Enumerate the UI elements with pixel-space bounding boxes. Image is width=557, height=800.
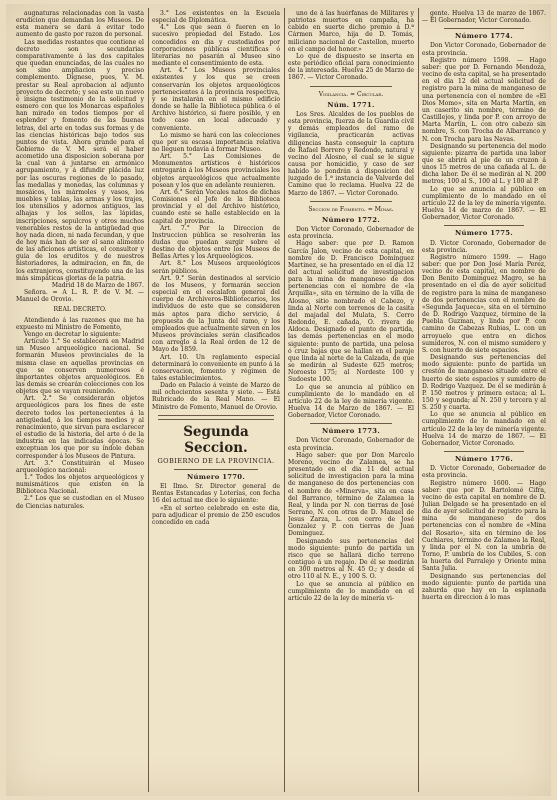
notice-number: Número 1770. [186, 472, 246, 481]
article: Artículo 1.° Se establecerá en Madrid un Museo arqueológico nacional. Se formarán Museos provinciales de la misma clase en aquellas provincias en que se conserven numerosos é importantes objetos arqueológicos. En las demás se crearán colecciones con los objetos que se vayan reuniendo. [16, 338, 144, 396]
notice-number: Número 1774. [454, 32, 514, 41]
column-4 [422, 10, 546, 790]
divider [310, 86, 392, 87]
article: Art. 3.° Constituirán el Museo arqueológico nacional: [16, 459, 144, 474]
section-heading: Seccion de Fomento. = Minas. [308, 205, 394, 213]
paragraph: Lo que se anuncia al público en cumplimiento de lo mandado en el artículo 22 de la ley de minería vi- [288, 580, 414, 602]
divider [174, 469, 258, 470]
paragraph: Don Victor Coronado, Gobernador de esta provincia. [288, 437, 414, 452]
paragraph: Designando sus pertenencias del modo siguiente: punto de partida una zahurda que hay en la esplanada huerta en direccion á lo mas [422, 572, 546, 602]
column-2 [152, 10, 280, 790]
section-heading: Vigilancia. = Circular. [318, 90, 384, 98]
paragraph: Lo que de dispuesto se inserta en este periódico oficial para conocimiento de la interesada. Huelva 25 de Marzo de 1867. — Victor Coronado. [288, 52, 414, 82]
article: Art. 6.° Serán Vocales natos de dichas Comisiones el Jefe de la Biblioteca provincial y el del Archivo histórico, cuando este se halle establecido en la capital de provincia. [152, 188, 280, 225]
notice-number: Número 1773. [321, 427, 381, 436]
paragraph: augnaturas relacionadas con la vasta erudicion que demandan los Museos. De esta manera se dará á evitar todo aumento de gasto por razon de personal. [16, 10, 144, 39]
column-3 [288, 10, 414, 790]
article: Art. 8.° Los Museos arqueológicos serán públicos. [152, 260, 280, 275]
column-divider [148, 8, 149, 792]
notice-number: Número 1775. [454, 229, 514, 238]
paragraph: D. Victor Coronado, Gobernador de esta provincia. [422, 465, 546, 480]
paragraph: Don Victor Coronado, Gobernador de esta provincia. [422, 42, 546, 57]
paragraph: Designando su pertenencia del modo siguiente: pizarra de partida una labor que se abrirá al pie de un cruzon á unos 15 metros de una cañada al L. de dicha labor. De él se medirán al N. 200 metros; 100 al S., 100 al L. y 100 al P. [422, 142, 546, 186]
paragraph: Los Sres. Alcaldes de los pueblos de esta provincia, fuerza de la Guardia civil y demás empleados del ramo de vigilancia, practicarán activas diligencias hasta conseguir la captura de Rafael Borrero y Redondo, natural y vecino del Alosno, el cual se le sigue causa por homicidio, y caso de ser habido lo pondrán á disposicion del juzgado de 1.ª instancia de Valverde del Camino que lo reclama. Huelva 22 de Marzo de 1867. — Victor Coronado. [288, 110, 414, 197]
section-masthead: Segunda Seccion. [183, 423, 249, 456]
article-item: 2.° Los que se custodian en el Museo de Ciencias naturales. [16, 495, 144, 510]
article: Art. 5.° Las Comisiones de Monumentos artísticos é históricos entregarán á los Museos provinciales los objetos arqueológicos que actualmente posean y los que en adelante reunieren. [152, 153, 280, 189]
article: Art. 9.° Serán destinados al servicio de los Museos, y formarán seccion especial en el escalafon general del cuerpo de Archiveros-Bibliotecarios, los individuos de este que se consideren más aptos para dicho servicio, á propuesta de la Junta del ramo, y los empleados que actualmente sirven en los Museos provinciales serán clasificados con arreglo á la Real órden de 12 de Mayo de 1859. [152, 274, 280, 354]
date-line: Madrid 18 de Marzo de 1867. [51, 281, 144, 289]
paragraph: Hago saber: que por Don Marcelo Moreno, vecino de Zalamea, se ha presentado en el dia 11 del actual solicitud de investigacion para la mina de manganeso de dos pertenencias con el nombre de «Minerva», sita en casa del Barranco, término de Zalamea la Real, y linda por N. con tierras de José Serrano, N. con otras de D. Manuel de Jesus Zarza, L. con cerro de José Gonzalez y P. con tierras de Juan Dominguez. [288, 451, 414, 538]
paragraph: Registro número 1598. — Hago saber: que por D. Fernando Mendoza, vecino de esta capital, se ha presentado en el dia 12 del actual solicitud de registro para la mina de manganeso de una pertenencia con el nombre de «El Dios Momo», sita en Marta Martín, en un caserito sin nombre, término de Castillejos, y linda por P. con arroyo de Marta Martín, L. con otro cabezo sin nombre, S. con Trocha de Albarranco y N. con Trocha para las Navas. [422, 56, 546, 143]
paragraph: Vengo en decretar lo siguiente: [24, 330, 121, 338]
paragraph: Lo que se anuncia al público en cumplimiento de lo mandado en el artículo 22 de la ley de minería vigente. Huelva 14 de marzo de 1867. — El Gobernador, Victor Coronado. [422, 185, 546, 222]
divider [310, 201, 392, 202]
article: Art. 4.° Los Museos provinciales existentes y los que se creen conservarán los objetos arqueológicos pertenecientes á la provincia respectiva, y se instalarán en el mismo edificio donde se halle la Biblioteca pública ó el Archivo histórico, si fuere posible, y en todo caso en local adecuado y conveniente. [152, 67, 280, 132]
paragraph: D. Victor Coronado, Gobernador de esta provincia. [422, 239, 546, 254]
paragraph: El Ilmo. Sr. Director general de Rentas Estancadas y Loterías, con fecha 16 del actual me dice lo siguiente: [152, 483, 280, 505]
paragraph: Lo que se anuncia al público en cumplimiento de lo mandado en el artículo 22 de la ley de minería vigente. Huelva 14 de marzo de 1867. — El Gobernador, Victor Coronado. [422, 411, 546, 447]
closing-signature: Señora. = A L. R. P. de V. M. — Manuel de Orovio. [16, 289, 144, 304]
article: Art. 7.° Por la Direccion de Instruccion pública se resolverán las dudas que puedan surgir sobre el destino de objetos entre los Museos de Bellas Artes y los Arqueológicos. [152, 224, 280, 261]
divider [444, 451, 524, 452]
paragraph: uno de á las huérfanas de Militares y patriotas muertos en campaña, ha cabido en suerte dicho premio á D.ª Cármen Marco, hija de D. Tomás, miliciano nacional de Castellon, muerto en el campo del honor.» [288, 10, 414, 53]
section-subheading: GOBIERNO DE LA PROVINCIA. [157, 456, 275, 465]
paragraph: Dado en Palacio á veinte de Marzo de mil ochocientos sesenta y siete. — Está Rubricado de la Real Mano. — El Ministro de Fomento, Manuel de Orovio. [152, 382, 280, 411]
double-rule [158, 415, 274, 420]
article-item: 4.° Los que sean ó fueren en lo sucesivo propiedad del Estado. Los concedidos en dia y custodiados por corporaciones públicas científicas ó literarias no pasarán al Museo sino mediante el consentimiento de esta. [152, 24, 280, 68]
paragraph: Registro número 1600. — Hago saber: que por D. Bartolomé Cifra, vecino de esta capital en nombre de D. Julian Delgado se ha presentado en el dia de ayer solicitud de registro para la mina de manganeso de dos pertenencias con el nombre de «Mina del Rosario», sita en término de los Cuchiares, término de Zalamea la Real, y linda por el N. con la umbría de Torno, P. umbría de los Cubiles, S. con la huerta del Parralejo y Oriente mina Santa Julia. [422, 479, 546, 573]
paragraph: Atendiendo á las razones que me ha expuesto mi Ministro de Fomento, [16, 316, 144, 331]
paragraph: Hago saber: que por D. Ramon García Jalon, vecino de esta capital, en nombre de D. Francisco Domínguez Martinez, se ha presentado en el dia 12 del actual solicitud de investigacion para la mina de manganeso de dos pertenencias con el nombre de «la Arquilla», sita en término de la villa de Alosno, sitio nombrado el Cabezo, y linda al Norte con terrenos de la casita del majadal del Mulata, S. Cerro Redondo, E. cañada, O. rivera de Aldoca. Designado el punto de partida, las demás pertenencias en el modo siguiente: punto de partida, una pelosa ó cruz bajas que se hallan en el paraje que linda al norte de la Calzada, de que se medirán al Sudeste 625 metros; Noroeste 175; al Nordeste 100 y Sudoeste 100. [288, 240, 414, 384]
column-divider [418, 8, 419, 792]
divider [444, 28, 524, 29]
paragraph: Designando sus pertenencias del modo siguiente: punto de partida un crestón de manganeso situado entre el huerto de siete espacios y sumidero de D. Rodrigo Vazquez. De él se medirán á P. 150 metros y primera estaca; al L. 150 y segunda; al N. 250 y tercera y al S. 250 y cuarta. [422, 354, 546, 412]
column-1 [16, 10, 144, 790]
article: Art. 10. Un reglamento especial determinará lo conveniente en punto á la conservacion, fomento y régimen de tales establecimientos. [152, 353, 280, 382]
paragraph: «En el sorteo celebrado en este dia, para adjudicar el premio de 250 escudos concedido en cada [152, 504, 280, 526]
paragraph: Lo que se anuncia al público en cumplimiento de lo mandado en el artículo 22 de la ley de minería vigente. Huelva 14 de Marzo de 1867. — El Gobernador, Victor Coronado. [288, 383, 414, 420]
section-heading: REAL DECRETO. [53, 306, 107, 314]
paragraph: Registro número 1599. — Hago saber: que por Don José María Perez, vecino de esta capital, en nombre de Don Benito Dominguez Magro, se ha presentado en el dia de ayer solicitud de registro para la mina de manganeso de dos pertenencias con el nombre de «Segunda Jaqueca», sita en el término de D. Rodrigo Vazquez, término de la Puebla Guzman, y linda por P. con camino de Cabezas Rubias, L. con un arroyuelo que entra en dichos sumideros, N. con el mismo sumidero y S. con huerto de siete espacios. [422, 253, 546, 354]
article-item: 1.° Todos los objetos arqueológicos y numismáticos que existen en la Biblioteca Nacional. [16, 474, 144, 496]
notice-number: Número 1772. [321, 215, 381, 224]
paragraph: Designando sus pertenencias del modo siguiente: punto de partida un risco que se hallará dicho terreno contiguo á un regajo. De él se medirán en 300 metros al N. 45 O.; y desde el otro 110 al N. E., y 100 S. O. [288, 537, 414, 581]
article-item: 3.° Los existentes en la Escuela especial de Diplomática. [152, 10, 280, 25]
column-divider [284, 8, 285, 792]
divider [444, 225, 524, 226]
paragraph: gente. Huelva 13 de marzo de 1867. — El Gobernador, Victor Coronado. [422, 10, 546, 25]
notice-number: Núm. 1771. [327, 100, 375, 109]
notice-number: Número 1776. [454, 455, 514, 464]
paragraph: Don Victor Coronado, Gobernador de esta provincia. [288, 226, 414, 241]
paragraph: Lo mismo se hará con las colecciones que por su escasa importancia relativa no lleguen todavía á formar Museo. [152, 131, 280, 153]
divider [310, 423, 392, 424]
paragraph: Las medidas restantes que contiene el decreto son secundarias comparativamente á las dos capitales que quedan enunciadas, de las cuales no son sino ampliacion y preciso complemento. Dígnese, pues, V. M. prestar su Real aprobacion al adjunto proyecto de decreto; y sea este un nuevo é insigne testimonio de la solicitud y esmero con que los Monarcas españoles han mirado en todos tiempos por el esplendor y fomento de las buenas letras, del arte en todas sus formas y de las ciencias históricas bajo todos sus puntos de vista. Ahora grande para el Gobierno de V. M. será el haber acometido una disposicion soberana por la cual van á juntarse en armónico agrupamiento, y á difundir plácida luz por las oscuras regiones de lo pasado, las medallas y monedas, las columnas y mosáicos, los mármoles y vasos, los muebles y tablas, las armas y los trajes, los utensilios y adornos antiguos, las alhajas y los sellos, las lápidas, inscripciones, sepulcros y otros muchos venerables restos de la antigüedad que hoy nada dicen, ni nada fecundan, y que de hoy más han de ser el sano alimento de las aficiones artísticas, el consultor y guia de los eruditos y de nuestros historiadores, la admiracion, en fin, de los extranjeros, constituyendo una de las más simpáticas glorias de la patria. [16, 38, 144, 282]
article: Art. 2.° Se considerarán objetos arqueológicos para los fines de este decreto todos los pertenecientes á la antigüedad, á los tiempos medios y al renacimiento, que sirvan para esclarecer el estudio de la historia, del arte ó de la industria en las indicadas épocas. Se exceptuan los que por su índole deban corresponder á los Museos de Pintura. [16, 395, 144, 460]
newspaper-page [6, 4, 551, 796]
